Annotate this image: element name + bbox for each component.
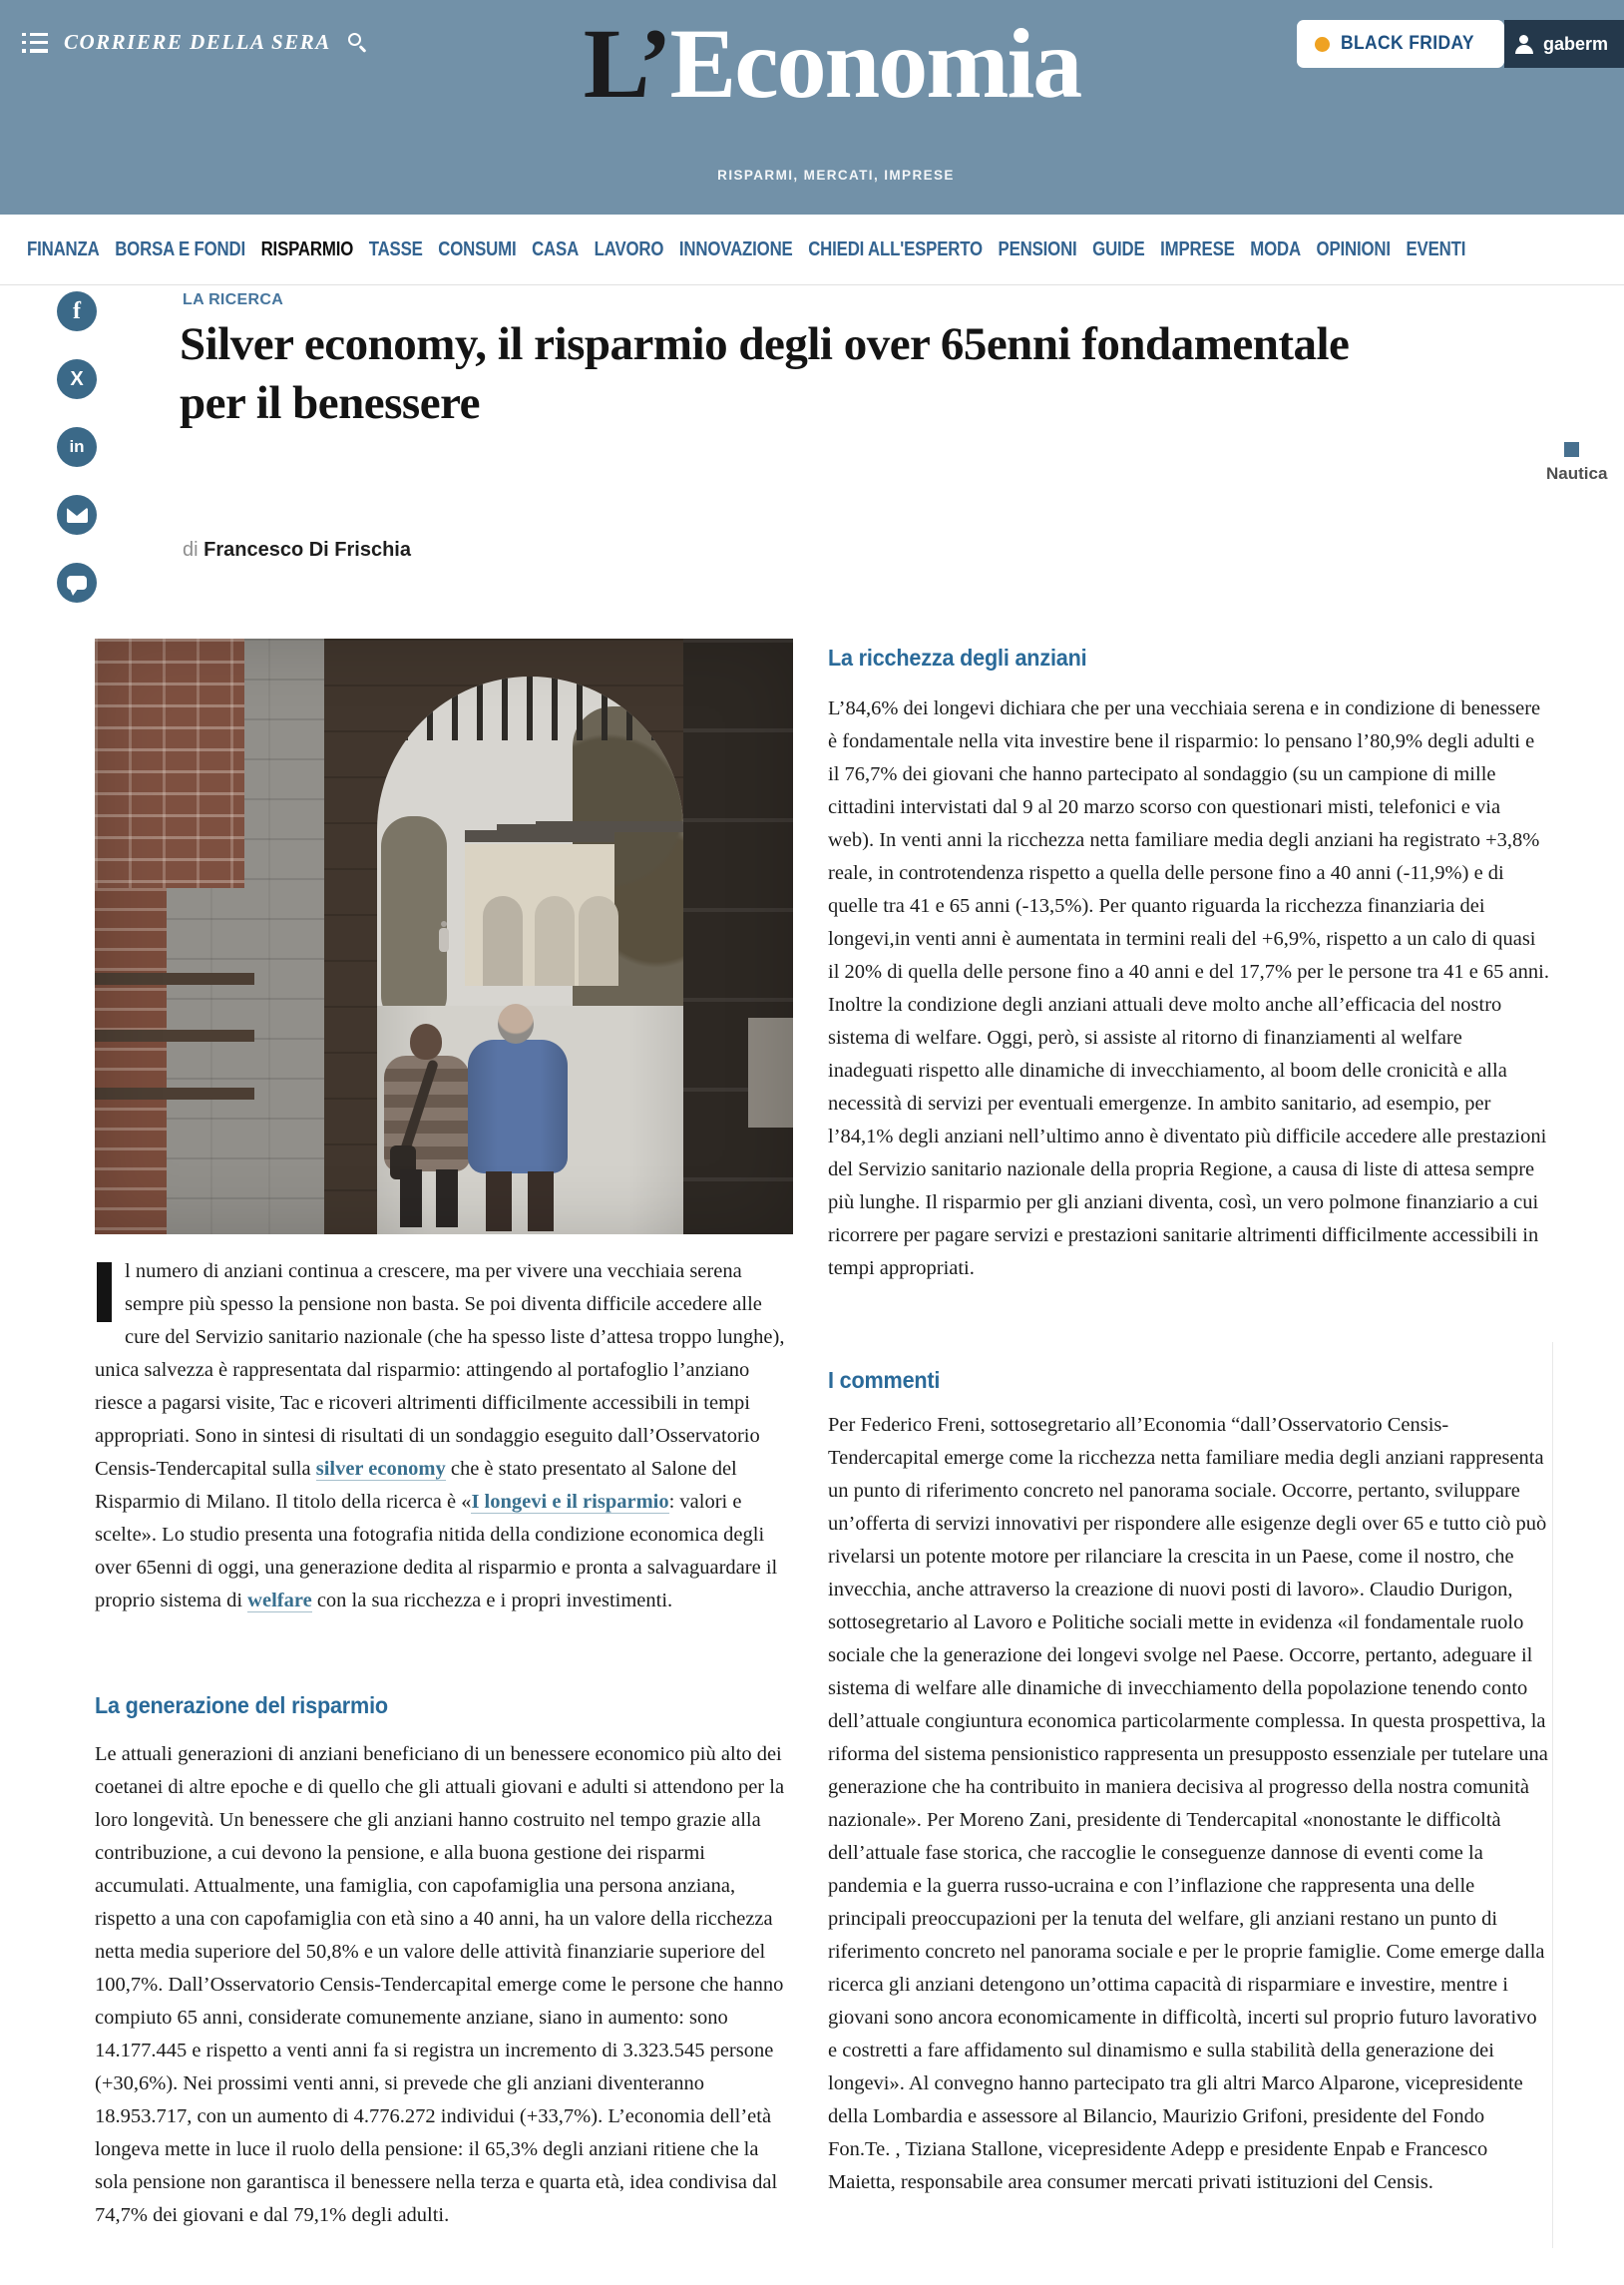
- nav-row: [27, 215, 1465, 284]
- generazione-paragraph: Le attuali generazioni di anziani beneficiano di un benessere economico più alto dei coetanei di altre epoche e di quello che gli attuali giovani e adulti si attendono per la loro longevità. Un benessere che gli anziani hanno costruito nel tempo grazie alla contribuzione, a cui devono la pensione, e alla buona gestione dei risparmi accumulati. Attualmente, una famiglia, con capofamiglia una persona anziana, rispetto a una con capofamiglia con età sino a 40 anni, ha un valore della ricchezza netta media superiore del 50,8% e un valore delle attività finanziarie superiore del 100,7%. Dall’Osservatorio Censis-Tendercapital emerge come le persone che hanno compiuto 65 anni, considerate comunemente anziane, siano in aumento: sono 14.177.445 e rispetto a venti anni fa si registra un incremento di 3.323.545 persone (+30,6%). Nei prossimi venti anni, si prevede che gli anziani diventeranno 18.953.717, con un aumento di 4.776.272 individui (+33,7%). L’economia dell’età longeva mette in luce il ruolo della pensione: il 65,3% degli anziani ritiene che la sola pensione non garantisca il benessere nella terza e quarta età, idea condivisa dal 74,7% dei giovani e dal 79,1% degli adulti.: [95, 1743, 785, 2226]
- nav-item-lavoro[interactable]: LAVORO: [594, 237, 664, 260]
- byline: [183, 539, 411, 562]
- intro-paragraph: [95, 1255, 793, 1617]
- link-silver-economy[interactable]: silver economy: [315, 1458, 446, 1480]
- nav-item-eventi[interactable]: EVENTI: [1406, 237, 1466, 260]
- nav-item-moda[interactable]: MODA: [1250, 237, 1301, 260]
- x-twitter-icon: X: [70, 367, 84, 390]
- masthead-main: Economia: [669, 8, 1081, 119]
- comment-icon: [67, 576, 87, 590]
- intro-seg: l numero di anziani continua a crescere, ma per vivere una vecchiaia serena sempre più spesso la pensione non basta. Se poi diventa difficile accedere alle cure del Servizio sanitario nazionale (che ha spesso liste d’attesa troppo lunghe), unica salvezza è rappresentata dal risparmio: attingendo al portafoglio l’anziano riesce a pagarsi visite, Tac e ricoveri altrimenti difficilmente accessibili in tempi appropriati. Sono in sintesi di risultati di un sondaggio eseguito dall’Osservatorio Censis-Tendercapital sulla: [95, 1260, 785, 1480]
- email-icon: [67, 508, 88, 523]
- nav-item-imprese[interactable]: IMPRESE: [1160, 237, 1235, 260]
- right-rail-divider: [1552, 1342, 1553, 2248]
- search-icon[interactable]: [347, 32, 369, 54]
- nav-item-innovazione[interactable]: INNOVAZIONE: [678, 237, 793, 260]
- nav-item-nautica[interactable]: Nautica: [1546, 464, 1608, 483]
- photo-vignette: [95, 639, 793, 1234]
- intro-seg: con la sua ricchezza e i propri investimenti.: [311, 1590, 673, 1611]
- share-email-button[interactable]: [57, 495, 97, 535]
- masthead-prefix: L’: [583, 8, 670, 119]
- black-friday-label: BLACK FRIDAY: [1341, 33, 1475, 54]
- section-heading-commenti: I commenti: [828, 1367, 941, 1393]
- user-icon: [1514, 35, 1534, 53]
- black-friday-button[interactable]: [1297, 20, 1504, 68]
- dropcap-I: [97, 1262, 112, 1322]
- article-photo: [95, 639, 793, 1234]
- nav-item-tasse[interactable]: TASSE: [368, 237, 423, 260]
- linkedin-icon: in: [69, 437, 85, 456]
- page-title: Silver economy, il risparmio degli over 65enni fondamentale per il benessere: [180, 318, 1350, 429]
- share-x-button[interactable]: [57, 359, 97, 399]
- nav-item-finanza[interactable]: FINANZA: [27, 237, 100, 260]
- comments-button[interactable]: [57, 563, 97, 603]
- nav-item-chiedi-allesperto[interactable]: CHIEDI ALL'ESPERTO: [808, 237, 983, 260]
- kicker[interactable]: LA RICERCA: [183, 291, 284, 308]
- facebook-icon: f: [73, 297, 81, 324]
- user-account-button[interactable]: [1504, 20, 1624, 68]
- nav-item-borsa-e-fondi[interactable]: BORSA E FONDI: [115, 237, 246, 260]
- nav-item-guide[interactable]: GUIDE: [1092, 237, 1145, 260]
- nav-item-casa[interactable]: CASA: [532, 237, 580, 260]
- menu-icon[interactable]: [22, 33, 48, 53]
- nav-item-pensioni[interactable]: PENSIONI: [998, 237, 1077, 260]
- economia-masthead[interactable]: [584, 6, 1081, 121]
- section-heading-generazione: La generazione del risparmio: [95, 1692, 388, 1718]
- intro-seg: : valori e scelte». Lo studio presenta una fotografia nitida della condizione economica degli over 65enni di oggi, una generazione dedita al risparmio e pronta a salvaguardare il proprio sistema di: [95, 1491, 778, 1611]
- share-facebook-button[interactable]: [57, 291, 97, 331]
- commenti-paragraph: Per Federico Freni, sottosegretario all’Economia “dall’Osservatorio Censis-Tendercapital emerge come la ricchezza netta familiare media degli anziani rappresenta un punto di riferimento concreto nel panorama sociale. Occorre, pertanto, sviluppare un’offerta di servizi innovativi per rispondere alle esigenze degli over 65 e tutto ciò può rivelarsi un potente motore per rilanciare la crescita in un Paese, come il nostro, che invecchia, anche attraverso la creazione di nuovi posti di lavoro». Claudio Durigon, sottosegretario al Lavoro e Politiche sociali mette in evidenza «il fondamentale ruolo sociale che la generazione dei longevi svolge nel Paese. Occorre, pertanto, adeguare il sistema di welfare alle dinamiche di invecchiamento della popolazione tenendo conto dell’attuale congiuntura economica particolarmente complessa. In questa prospettiva, la riforma del sistema pensionistico rappresenta un presupposto essenziale per tutelare una generazione che ha contribuito in maniera decisiva al progresso della nostra comunità nazionale». Per Moreno Zani, presidente di Tendercapital «nonostante le difficoltà dell’attuale fase storica, che raccoglie le conseguenze dannose di eventi come la pandemia e la guerra russo-ucraina e con l’inflazione che rappresenta una delle principali preoccupazioni per la tenuta del welfare, gli anziani restano un punto di riferimento concreto nel panorama sociale e per le proprie famiglie. Come emerge dalla ricerca gli anziani detengono un’ottima capacità di risparmiare e investire, mentre i giovani sono ancora economicamente in difficoltà, incerti sul proprio futuro lavorativo e costretti a fare affidamento sul dinamismo e sulla stabilità della generazione dei longevi». Al convegno hanno partecipato tra gli altri Marco Alparone, vicepresidente della Lombardia e assessore al Bilancio, Maurizio Grifoni, presidente del Fondo Fon.Te. , Tiziana Stallone, vicepresidente Adepp e presidente Enpab e Francesco Maietta, responsabile area consumer mercati privati istituzioni del Censis.: [828, 1414, 1548, 2193]
- section-heading-ricchezza: La ricchezza degli anziani: [828, 645, 1087, 671]
- link-longevi-risparmio[interactable]: I longevi e il risparmio: [471, 1491, 669, 1513]
- masthead-tagline: RISPARMI, MERCATI, IMPRESE: [717, 168, 955, 183]
- nav-item-risparmio[interactable]: RISPARMIO: [260, 237, 354, 260]
- header-band: [0, 0, 1624, 215]
- byline-prefix: di: [183, 539, 204, 561]
- nav-divider: [0, 284, 1624, 285]
- intro-seg: che è stato presentato al Salone del Risparmio di Milano. Il titolo della ricerca è «: [95, 1458, 737, 1513]
- link-welfare[interactable]: welfare: [247, 1590, 312, 1611]
- nav-item-consumi[interactable]: CONSUMI: [438, 237, 517, 260]
- nautica-square-icon: [1564, 442, 1579, 457]
- username: gaberm: [1543, 33, 1609, 54]
- corriere-logo[interactable]: CORRIERE DELLA SERA: [64, 30, 331, 54]
- brand-row: [22, 30, 369, 55]
- author-name: Francesco Di Frischia: [203, 539, 411, 561]
- nav-item-opinioni[interactable]: OPINIONI: [1316, 237, 1391, 260]
- share-linkedin-button[interactable]: [57, 427, 97, 467]
- orange-dot-icon: [1315, 37, 1330, 52]
- ricchezza-paragraph: L’84,6% dei longevi dichiara che per una vecchiaia serena e in condizione di benessere è fondamentale nella vita investire bene il risparmio: lo pensano l’80,9% degli adulti e il 76,7% dei giovani che hanno partecipato al sondaggio (su un campione di mille cittadini intervistati dal 9 al 20 marzo scorso con questionari misti, telefonici e via web). In venti anni la ricchezza netta familiare media degli anziani ha registrato +3,8% reale, in controtendenza rispetto a quella delle persone fino a 40 anni (-11,9%) e di quelle tra 41 e 65 anni (-13,5%). Per quanto riguarda la ricchezza finanziaria dei longevi,in venti anni è aumentata in termini reali del +6,9%, rispetto a un calo di quasi il 20% di quella delle persone fino a 40 anni e del 17,7% per le persone tra 41 e 65 anni. Inoltre la condizione degli anziani attuali deve molto anche all’efficacia del nostro sistema di welfare. Oggi, però, si assiste al ritorno di finanziamenti al welfare inadeguati rispetto alle dinamiche di invecchiamento, al boom delle cronicità e alla necessità di servizi per eventuali emergenze. In ambito sanitario, ad esempio, per l’84,1% degli anziani nell’ultimo anno è diventato più difficile accedere alle prestazioni del Servizio sanitario nazionale della propria Regione, a causa di liste di attesa sempre più lunghe. Il risparmio per gli anziani diventa, così, un vero polmone finanziario a cui ricorrere per pagare servizi e prestazioni sanitarie altrimenti difficilmente accessibili in tempi appropriati.: [828, 697, 1549, 1279]
